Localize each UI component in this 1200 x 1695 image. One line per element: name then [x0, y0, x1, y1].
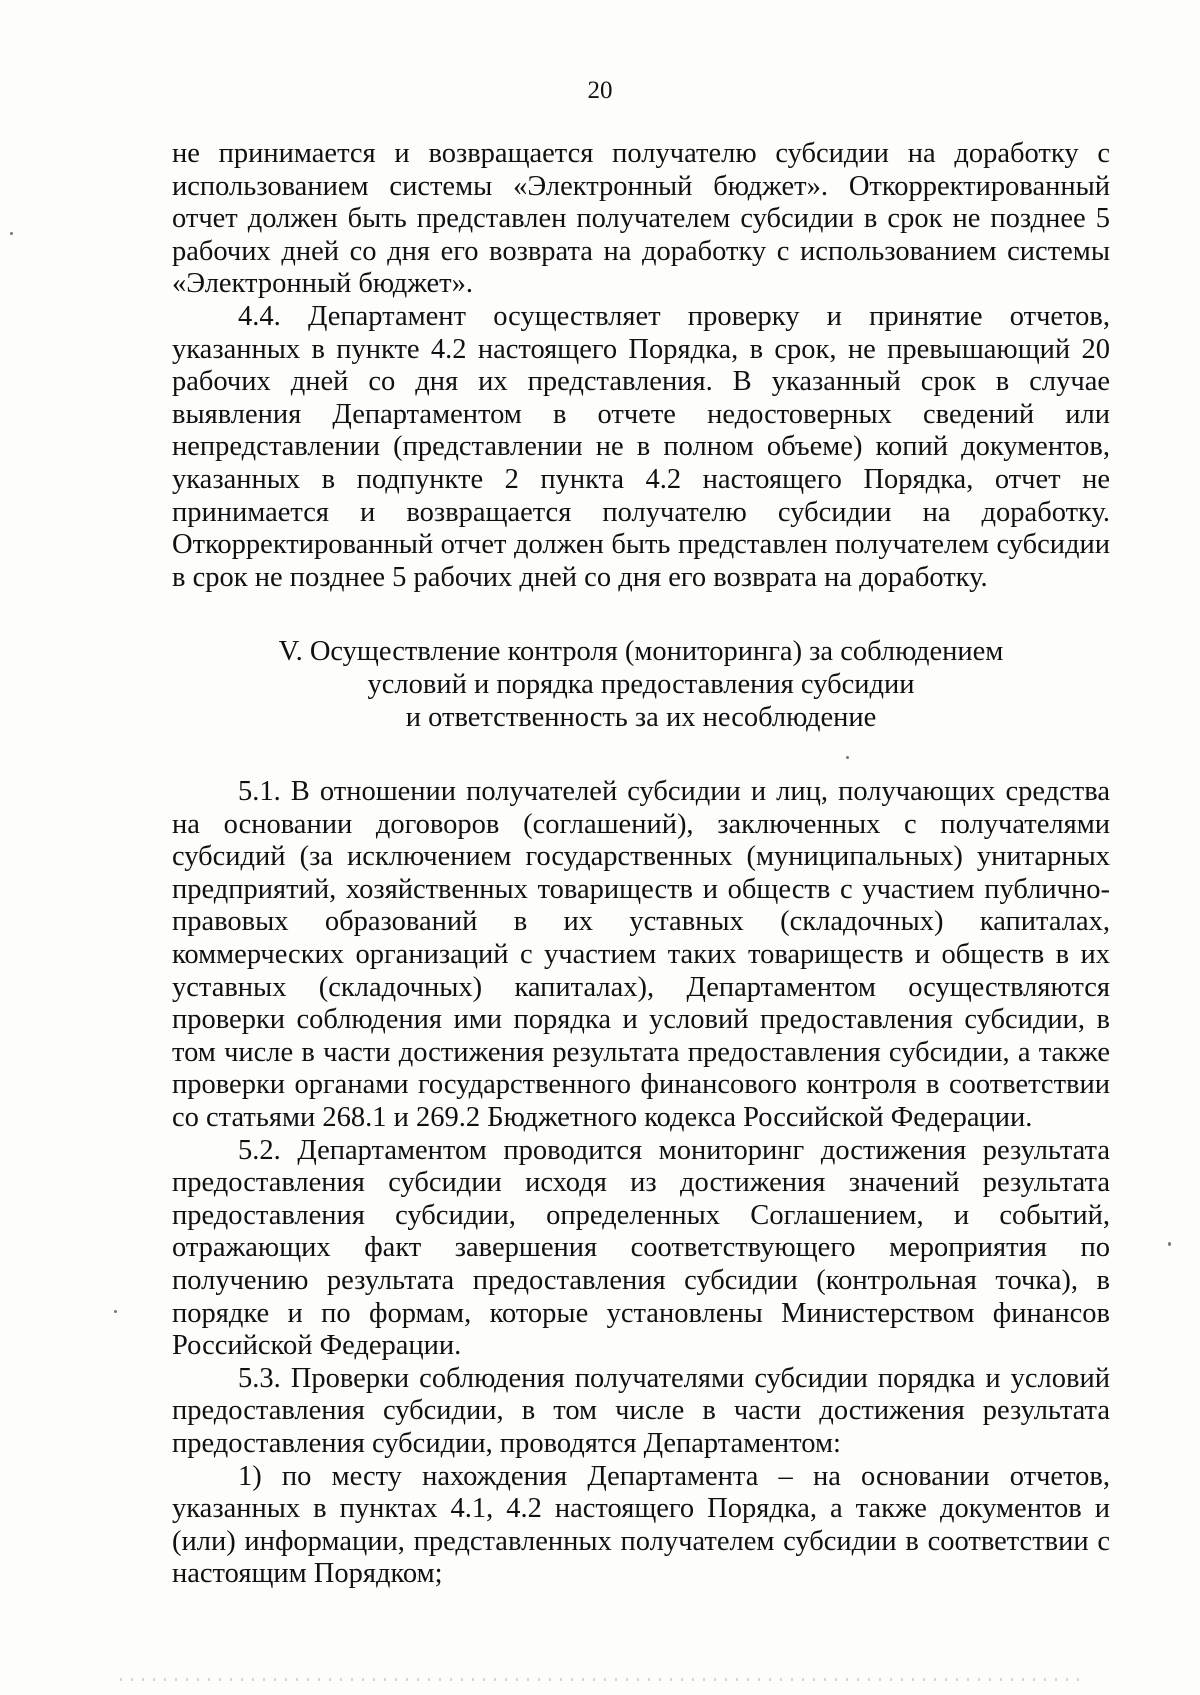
paragraph-5-3-item-1: 1) по месту нахождения Департамента – на основании отчетов, указанных в пунктах 4.1, 4.2 настоящего Порядка, а также документов и (или) информации, представленных получателем субсидии в соответствии с настоящим Порядком; — [172, 1460, 1110, 1590]
document-body — [172, 138, 1110, 1591]
paragraph-continuation: не принимается и возвращается получателю субсидии на доработку с использованием системы «Электронный бюджет». Откорректированный отчет должен быть представлен получателем субсидии в срок не позднее 5 рабочих дней со дня его возврата на доработку с использованием системы «Электронный бюджет». — [172, 138, 1110, 300]
scan-speck — [114, 1310, 117, 1313]
scan-speck — [1168, 1242, 1171, 1246]
paragraph-5-3: 5.3. Проверки соблюдения получателями субсидии порядка и условий предоставления субсидии, в том числе в части достижения результата предоставления субсидии, проводятся Департаментом: — [172, 1362, 1110, 1459]
paragraph-5-1: 5.1. В отношении получателей субсидии и лиц, получающих средства на основании договоров (соглашений), заключенных с получателями субсидий (за исключением государственных (муниципальных) унитарных предприятий, хозяйственных товариществ и обществ с участием публично-правовых образований в их уставных (складочных) капиталах, коммерческих организаций с участием таких товариществ и обществ в их уставных (складочных) капиталах), Департаментом осуществляются проверки соблюдения ими порядка и условий предоставления субсидии, в том числе в части достижения результата предоставления субсидии, а также проверки органами государственного финансового контроля в соответствии со статьями 268.1 и 269.2 Бюджетного кодекса Российской Федерации. — [172, 776, 1110, 1134]
section-heading-line: и ответственность за их несоблюдение — [405, 701, 877, 733]
paragraph-5-2: 5.2. Департаментом проводится мониторинг достижения результата предоставления субсидии исходя из достижения значений результата предоставления субсидии, определенных Соглашением, и событий, отражающих факт завершения соответствующего мероприятия по получению результата предоставления субсидии (контрольная точка), в порядке и по формам, которые установлены Министерством финансов Российской Федерации. — [172, 1134, 1110, 1362]
scan-speck — [10, 232, 13, 235]
section-heading — [172, 636, 1110, 734]
page-number: 20 — [587, 77, 613, 104]
paragraph-4-4: 4.4. Департамент осуществляет проверку и принятие отчетов, указанных в пункте 4.2 настоящего Порядка, в срок, не превышающий 20 рабочих дней со дня их представления. В указанный срок в случае выявления Департаментом в отчете недостоверных сведений или непредставлении (представлении не в полном объеме) копий документов, указанных в подпункте 2 пункта 4.2 настоящего Порядка, отчет не принимается и возвращается получателю субсидии на доработку. Откорректированный отчет должен быть представлен получателем субсидии в срок не позднее 5 рабочих дней со дня его возврата на доработку. — [172, 300, 1110, 593]
scan-noise — [120, 1678, 1080, 1681]
scan-speck — [846, 756, 849, 759]
section-heading-line: условий и порядка предоставления субсидии — [367, 668, 915, 700]
section-heading-line: V. Осуществление контроля (мониторинга) за соблюдением — [278, 636, 1004, 668]
